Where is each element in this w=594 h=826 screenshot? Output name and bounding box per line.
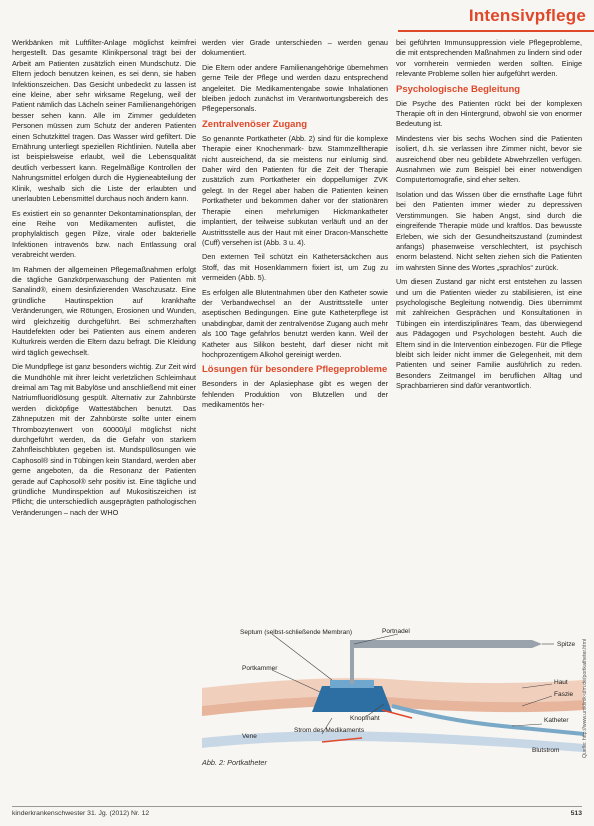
paragraph: Die Mundpflege ist ganz besonders wichtig. Zur Zeit wird die Mundhöhle mit ihrer leicht verletzlichen Schleimhaut dreimal am Tag mit Babylöse und anschließend mit einer Natriumfluoridlösung gespült. Alternativ zur Zahnbürste werden dicköpfige Wattestäbchen benutzt. Das Zähneputzen mit der Zahnbürste sollte unter einem Thrombozytenwert von 60000/µl möglichst nicht durchgeführt werden, da die Gefahr von starkem Zahnfleischbluten gegeben ist. Mundspüllösungen wie Caphosol® sind in Tübingen kein Standard, werden aber gerne angeboten, da die Resonanz der Patienten gerade auf Caphosol® sehr positiv ist. Eine tägliche und gründliche Mundinspektion auf Mukositiszeichen ist Pflicht; die unterschiedlich ausgeprägten pathologischen Veränderungen – nach der WHO [12,362,196,517]
paragraph: werden vier Grade unterschieden – werden genau dokumentiert. [202,38,388,58]
paragraph: bei geführten Immunsuppression viele Pflegeprobleme, die mit entsprechenden Maßnahmen zu lindern sind oder vor vornherein vermieden werden sollten. Einige relevante Probleme sollen hier aufgeführt werden. [396,38,582,79]
label-portkammer: Portkammer [242,665,278,672]
paragraph: Um diesen Zustand gar nicht erst entstehen zu lassen und um die Patienten wieder zu stabilisieren, ist eine psychologische Begleitung notwendig. Dies übernimmt mit zahlreichen Gesprächen und Konsultationen in Tübingen ein interdisziplinäres Team, das überwiegend aus Pädagogen und Psychologen besteht. Auch die Eltern sind in die Intervention einbezogen. Für die Pflege bleibt sich leider nicht immer die Gelegenheit, mit dem Patienten und seiner Familie ausführlich zu reden. Besonders Zeitmangel im beruflichen Alltag und Sprachbarrieren sind dafür verantwortlich. [396,277,582,391]
figure-caption: Abb. 2: Portkatheter [202,758,267,767]
label-blutstrom: Blutstrom [532,747,560,754]
label-spitze: Spitze [557,641,576,648]
paragraph: Den externen Teil schützt ein Kathetersäckchen aus Stoff, das mit Hosenklammern fixiert ist, um Zug zu vermeiden (Abb. 5). [202,252,388,283]
port-catheter-diagram [202,626,584,756]
paragraph: Isolation und das Wissen über die ernsthafte Lage führt bei den Patienten immer wieder zu depressiven Verstimmungen. Sie haben Angst, sind durch die eingreifende Therapie müde und kraftlos. Das bewusste Erleben, wie sich der Gesundheitszustand (zumindest anfangs) phasenweise verschlechtert, ist psychisch enorm belastend. Nicht selten ziehen sich die Patienten im wahrsten Sinne des Wortes „sprachlos“ zurück. [396,189,582,272]
needle-hub-shape [352,640,542,648]
text-column-1 [12,38,196,522]
journal-reference: kinderkrankenschwester 31. Jg. (2012) Nr. 12 [12,810,150,817]
label-portnadel: Portnadel [382,628,410,635]
figure-credit [582,630,590,760]
paragraph: Die Eltern oder andere Familienangehörige übernehmen gerne Teile der Pflege und werden dazu entsprechend angeleitet. Die Medikamentengabe sowie Inhalationen bleiben jedoch zunächst im Verantwortungsbereich des Pflegepersonals. [202,62,388,114]
footer-rule [12,806,582,807]
paragraph: Es erfolgen alle Blutentnahmen über den Katheter sowie der Verbandwechsel an der Austrittsstelle unter aseptischen Bedingungen. Eine gute Katheterpflege ist unabdingbar, damit der zentralvenöse Zugang auch mehr als 100 Tage gefahrlos benutzt werden kann. Weil der Katheter aus Silikon besteht, darf dieser nicht mit hochprozentigem Alkohol gereinigt werden. [202,287,388,359]
label-strom: Strom des Medikaments [294,727,365,734]
vein-shape [202,731,584,752]
port-catheter-figure [202,626,584,756]
paragraph: Werkbänken mit Luftfilter-Anlage möglichst keimfrei hergestellt. Das gesamte Klinikpersonal trägt bei der Arbeit am Patienten zusätzlich einen Mundschutz. Die Eltern jedoch benutzen keinen, es sei denn, sie haben Infektionszeichen. Das Gesicht unbedeckt zu lassen ist eine kleine, aber sehr wirksame Regelung, weil der Patient nämlich das Lächeln seiner Familienangehörigen besser sehen kann. Alle im Zimmer geduldeten Personen müssen zum Schutz der anderen Patienten einen Schutzkittel tragen. Das Wasser wird gefiltert. Die Ernährung unterliegt speziellen Richtlinien. Nutella aber ist beispielsweise erlaubt, weil die Lebensqualität deutlich verbessert kann. Regelmäßige Kontrollen der Nahrungsmittel erfolgen durch die Hygieneabteilung der Klinik, weshalb sich die Liste der erlaubten und unerlaubten Lebensmittel durchaus noch ändern kann. [12,38,196,204]
paragraph: So genannte Portkatheter (Abb. 2) sind für die komplexe Therapie einer Knochenmark- bzw. Stammzelltherapie nicht ausreichend, da sie meistens nur einlumig sind. Daher wird den Patienten für die Zeit der Therapie zusätzlich zum Portkatheter ein doppellumiger ZVK gelegt. In der Regel aber haben die Patienten keinen Portkatheter und bekommen daher vor der stationären Therapie einen mehrlumigen Hickmankatheter implantiert, der teilweise subkutan verläuft und an der Austrittsstelle aus der Haut mit einer Dracon-Manschette (Cuff) versehen ist (Abb. 3 u. 4). [202,133,388,247]
section-heading: Zentralvenöser Zugang [202,118,308,130]
paragraph: Im Rahmen der allgemeinen Pflegemaßnahmen erfolgt die tägliche Ganzkörperwaschung der Patienten mit Sanalind®, einem desinfizierenden Waschzusatz. Eine gründliche Hautinspektion auf krankhafte Veränderungen, wie Rötungen, Erosionen und Wunden, wird gleichzeitig durchgeführt. Bei schmerzhaften Hautdefekten oder bei Patienten aus einem anderen Kulturkreis werden die Eltern dazu befragt. Die Kleidung wird täglich gewechselt. [12,264,196,357]
label-septum: Septum (selbst-schließende Membran) [240,629,352,636]
header-bar [400,0,594,30]
text-column-2 [202,38,388,415]
label-katheter: Katheter [544,717,569,724]
port-chamber-shape [312,686,392,712]
paragraph: Es existiert ein so genannter Dekontaminationsplan, der eine Reihe von Medikamenten auflistet, die prophylaktisch gegen Pilze, virale oder bakterielle Infektionen intravenös bzw. nach Entlassung oral verabreicht werden. [12,208,196,260]
section-heading: Psychologische Begleitung [396,83,521,95]
paragraph: Die Psyche des Patienten rückt bei der komplexen Therapie oft in den Hintergrund, obwohl sie von enormer Bedeutung ist. [396,98,582,129]
paragraph: Mindestens vier bis sechs Wochen sind die Patienten isoliert, d.h. sie verlassen ihre Zimmer nicht, bevor sie ausreichend über neu gebildete Abwehrzellen verfügen. Ausnahmen wie zum Beispiel bei einer notwendigen Computertomografie, sind eher selten. [396,133,582,185]
label-haut: Haut [554,679,568,686]
paragraph: Besonders in der Aplasiephase gibt es wegen der fehlenden Produktion von Blutzellen und der medikamentös her- [202,379,388,410]
header-rule [398,30,594,32]
section-title: Intensivpflege [468,6,586,25]
label-knopfnaht: Knopfnaht [350,715,380,722]
credit-text: Quelle: http://www.uniklinik-ulm.de/portkatheter.html [582,638,588,758]
text-column-3 [396,38,582,396]
section-heading: Lösungen für besondere Pflegeprobleme [202,364,388,376]
label-faszie: Faszie [554,691,574,698]
label-vene: Vene [242,733,257,740]
page-number: 513 [570,810,582,817]
